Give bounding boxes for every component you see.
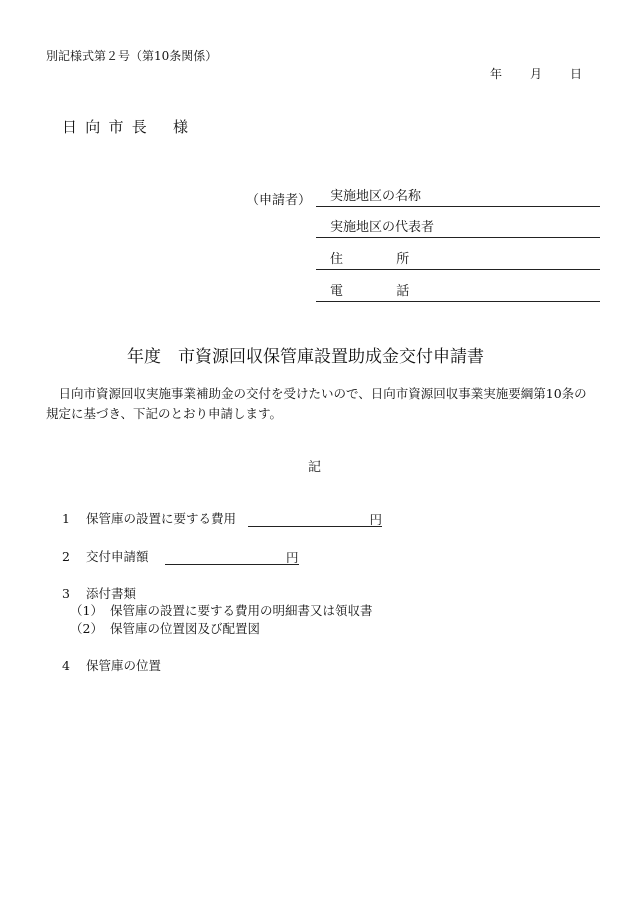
item-number: 1 [62, 511, 70, 526]
addressee [62, 116, 196, 137]
form-number: 別記様式第２号（第10条関係） [46, 49, 218, 63]
district-representative-field[interactable] [316, 217, 600, 238]
item-attachments [62, 584, 136, 602]
address-label: 住所 [330, 252, 463, 267]
district-representative-label: 実施地区の代表者 [330, 220, 435, 235]
item-installation-cost [62, 509, 382, 527]
date-line [490, 65, 582, 82]
installation-cost-amount-field[interactable] [248, 510, 382, 527]
addressee-honorific: 様 [173, 118, 197, 136]
attachment-label: 保管庫の位置図及び配置図 [110, 621, 261, 636]
district-name-field[interactable] [316, 186, 600, 207]
attachment-number: （1） [70, 603, 103, 618]
attachment-number: （2） [70, 621, 103, 636]
yen-unit: 円 [286, 550, 299, 565]
item-label: 添付書類 [86, 586, 137, 601]
item-location [62, 656, 161, 674]
district-name-label: 実施地区の名称 [330, 189, 422, 204]
phone-label: 電話 [330, 284, 463, 299]
date-day: 日 [570, 67, 583, 81]
item-number: 4 [62, 658, 70, 673]
item-grant-amount [62, 547, 299, 565]
item-label: 保管庫の位置 [86, 658, 162, 673]
item-label: 保管庫の設置に要する費用 [86, 511, 237, 526]
phone-field[interactable] [316, 281, 600, 302]
item-number: 3 [62, 586, 70, 601]
body-text: 日向市資源回収実施事業補助金の交付を受けたいので、日向市資源回収事業実施要綱第10条の規定に基づき、下記のとおり申請します。 [46, 386, 587, 421]
date-year: 年 [490, 67, 503, 81]
address-field[interactable] [316, 249, 600, 270]
grant-amount-field[interactable] [165, 548, 299, 565]
date-month: 月 [530, 67, 543, 81]
ki-heading: 記 [308, 460, 322, 475]
attachment-item [70, 619, 260, 637]
document-title: 年度 市資源回収保管庫設置助成金交付申請書 [127, 347, 484, 367]
yen-unit: 円 [369, 512, 383, 527]
attachment-item [70, 601, 373, 619]
item-label: 交付申請額 [86, 549, 149, 564]
attachment-label: 保管庫の設置に要する費用の明細書又は領収書 [110, 603, 373, 618]
addressee-name: 日向市長 [62, 118, 156, 136]
item-number: 2 [62, 549, 70, 564]
applicant-label: （申請者） [246, 193, 312, 208]
